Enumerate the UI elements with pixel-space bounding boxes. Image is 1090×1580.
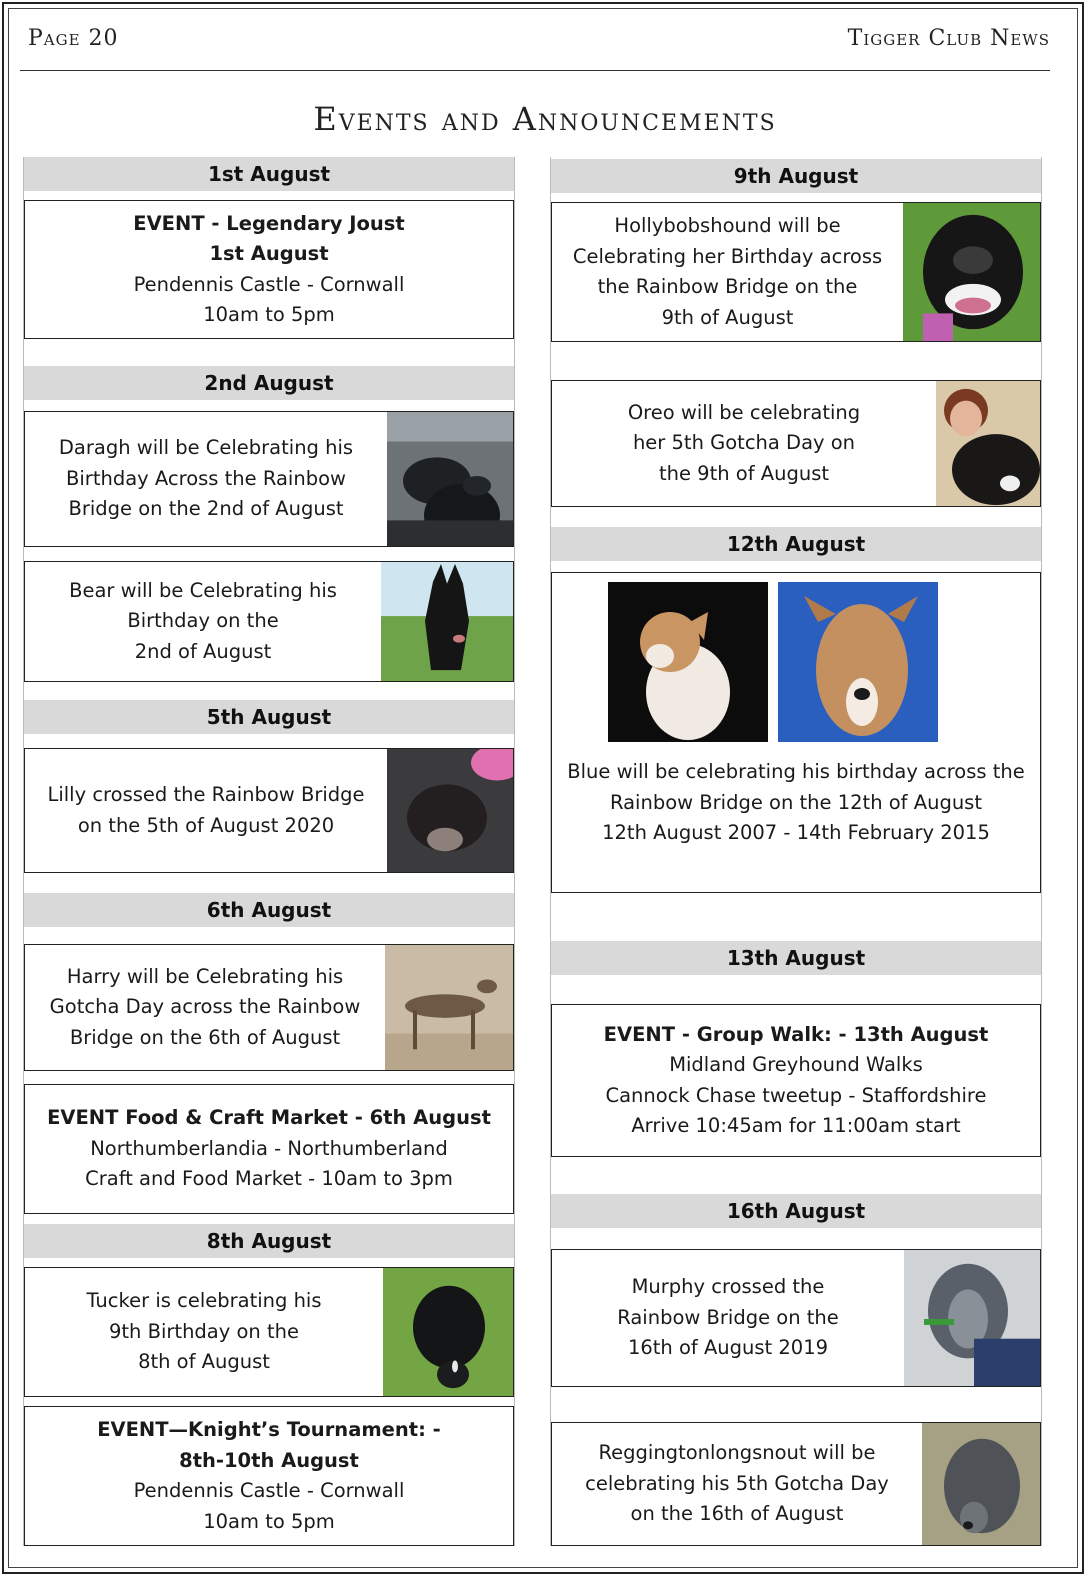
event-time: 10am to 5pm bbox=[203, 1509, 335, 1533]
announcement-oreo bbox=[551, 380, 1041, 507]
text-line: Bridge on the 6th of August bbox=[69, 1025, 341, 1049]
date-heading-aug13: 13th August bbox=[551, 941, 1041, 975]
text-line: Tucker is celebrating his bbox=[86, 1289, 322, 1313]
text-line: Bridge on the 2nd of August bbox=[68, 497, 344, 521]
date-heading-aug9: 9th August bbox=[551, 159, 1041, 193]
announcement-murphy bbox=[551, 1249, 1041, 1387]
page-number: Page 20 bbox=[28, 26, 119, 51]
event-title: EVENT - Legendary Joust bbox=[133, 211, 405, 235]
announcement-tucker bbox=[24, 1267, 514, 1397]
text-line: on the 5th of August 2020 bbox=[77, 813, 335, 837]
event-date: 8th-10th August bbox=[179, 1448, 359, 1472]
photo-oreo-with-owner bbox=[936, 381, 1040, 506]
text-line: Rainbow Bridge on the 12th of August bbox=[609, 790, 982, 814]
photo-blue-puppy bbox=[608, 582, 768, 742]
photo-harry-greyhound bbox=[385, 945, 513, 1070]
photo-tucker-greyhound bbox=[383, 1268, 513, 1396]
right-column bbox=[550, 157, 1042, 1546]
event-title: EVENT - Group Walk: - 13th August bbox=[603, 1022, 989, 1046]
announcement-lilly bbox=[24, 748, 514, 873]
event-time: Arrive 10:45am for 11:00am start bbox=[631, 1114, 961, 1137]
text-line: celebrating his 5th Gotcha Day bbox=[585, 1471, 889, 1495]
event-group-walk bbox=[551, 1004, 1041, 1157]
announcement-text bbox=[25, 945, 385, 1070]
date-heading-aug6: 6th August bbox=[24, 893, 514, 927]
text-line: Rainbow Bridge on the bbox=[617, 1305, 839, 1329]
page-title: Events and Announcements bbox=[313, 100, 777, 138]
announcement-daragh bbox=[24, 411, 514, 547]
text-line: Bear will be Celebrating his bbox=[69, 578, 337, 602]
event-text bbox=[25, 201, 513, 338]
event-location: Cannock Chase tweetup - Staffordshire bbox=[605, 1083, 987, 1107]
text-line: the Rainbow Bridge on the bbox=[597, 275, 858, 298]
announcement-text bbox=[25, 749, 387, 872]
text-line: Harry will be Celebrating his bbox=[66, 964, 344, 988]
date-heading-aug5: 5th August bbox=[24, 700, 514, 734]
event-title: EVENT—Knight’s Tournament: - bbox=[97, 1418, 441, 1441]
announcement-harry bbox=[24, 944, 514, 1071]
text-line: 9th Birthday on the bbox=[109, 1319, 299, 1343]
event-time: Craft and Food Market - 10am to 3pm bbox=[85, 1167, 453, 1191]
text-line: Daragh will be Celebrating his bbox=[58, 436, 354, 460]
photo-bear-dog bbox=[381, 562, 513, 681]
announcement-text bbox=[552, 1423, 922, 1545]
text-line: 8th of August bbox=[138, 1350, 270, 1374]
text-line: Lilly crossed the Rainbow Bridge bbox=[47, 783, 365, 806]
announcement-text bbox=[25, 562, 381, 681]
announcement-reggingtonlongsnout bbox=[551, 1422, 1041, 1546]
event-text bbox=[552, 1005, 1040, 1156]
left-column bbox=[23, 157, 515, 1546]
photo-blue-adult-greyhound bbox=[778, 582, 938, 742]
event-legendary-joust bbox=[24, 200, 514, 339]
event-knights-tournament bbox=[24, 1406, 514, 1546]
text-line: 2nd of August bbox=[134, 639, 272, 663]
text-line: Hollybobshound will be bbox=[614, 214, 841, 237]
text-line: Gotcha Day across the Rainbow bbox=[49, 995, 361, 1019]
text-line: 16th of August 2019 bbox=[627, 1336, 829, 1360]
date-heading-aug2: 2nd August bbox=[24, 366, 514, 400]
text-line: Murphy crossed the bbox=[631, 1275, 825, 1299]
announcement-text bbox=[552, 757, 1040, 849]
text-line: Blue will be celebrating his birthday across the bbox=[567, 760, 1025, 783]
text-line: Birthday on the bbox=[127, 609, 279, 633]
announcement-text bbox=[552, 1250, 904, 1386]
photo-reggington-greyhound bbox=[922, 1423, 1040, 1545]
announcement-bear bbox=[24, 561, 514, 682]
text-line: 12th August 2007 - 14th February 2015 bbox=[602, 821, 990, 844]
announcement-text bbox=[25, 412, 387, 546]
text-line: on the 16th of August bbox=[630, 1502, 844, 1526]
photo-daragh-greyhounds bbox=[387, 412, 513, 546]
event-organiser: Midland Greyhound Walks bbox=[669, 1053, 923, 1076]
text-line: Celebrating her Birthday across bbox=[572, 244, 883, 268]
announcement-hollybobshound bbox=[551, 202, 1041, 342]
event-location: Pendennis Castle - Cornwall bbox=[133, 272, 405, 296]
event-title: EVENT Food & Craft Market - 6th August bbox=[47, 1106, 491, 1130]
newsletter-name: Tigger Club News bbox=[847, 26, 1050, 51]
photo-murphy-greyhound bbox=[904, 1250, 1040, 1386]
text-line: Birthday Across the Rainbow bbox=[66, 466, 346, 490]
announcement-blue bbox=[551, 572, 1041, 893]
announcement-text bbox=[25, 1268, 383, 1396]
photo-lilly-greyhound bbox=[387, 749, 513, 872]
event-text bbox=[25, 1407, 513, 1545]
text-line: 9th of August bbox=[661, 305, 794, 329]
text-line: her 5th Gotcha Day on bbox=[632, 431, 856, 455]
date-heading-aug16: 16th August bbox=[551, 1194, 1041, 1228]
event-text bbox=[25, 1085, 513, 1213]
photo-holly-greyhound bbox=[903, 203, 1040, 341]
text-line: the 9th of August bbox=[658, 461, 830, 485]
event-location: Northumberlandia - Northumberland bbox=[90, 1136, 448, 1160]
event-location: Pendennis Castle - Cornwall bbox=[133, 1479, 405, 1502]
text-line: Reggingtonlongsnout will be bbox=[598, 1441, 876, 1465]
event-food-craft-market bbox=[24, 1084, 514, 1214]
date-heading-aug8: 8th August bbox=[24, 1224, 514, 1258]
date-heading-aug12: 12th August bbox=[551, 527, 1041, 561]
date-heading-aug1: 1st August bbox=[24, 157, 514, 191]
event-time: 10am to 5pm bbox=[203, 303, 335, 326]
header-rule bbox=[20, 70, 1050, 71]
announcement-text bbox=[552, 203, 903, 341]
text-line: Oreo will be celebrating bbox=[627, 400, 861, 424]
event-date: 1st August bbox=[209, 242, 329, 265]
announcement-text bbox=[552, 381, 936, 506]
